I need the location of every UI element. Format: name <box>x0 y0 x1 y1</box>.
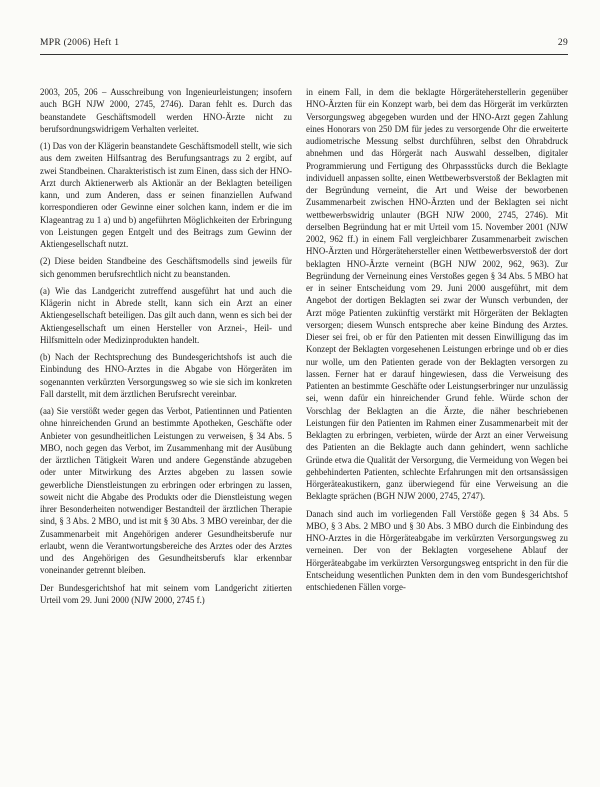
left-text-column <box>40 86 292 611</box>
paragraph: Danach sind auch im vorliegenden Fall Verstöße gegen § 34 Abs. 5 MBO, § 3 Abs. 2 MBO und § 30 Abs. 3 MBO durch die Einbindung des HNO-Arztes in die Hörgeräteabgabe im verkürzten Versorgungsweg zu verneinen. Der von der Beklagten vorgesehene Ablauf der Hörgeräteabgabe im verkürzten Versorgungsweg entspricht in den für die Entscheidung wesentlichen Punkten dem in den vom Bundesgerichtshof entschiedenen Fällen vorge- <box>306 508 568 592</box>
paragraph: (2) Diese beiden Standbeine des Geschäftsmodells sind jeweils für sich genommen berufsrechtlich nicht zu beanstanden. <box>40 256 292 279</box>
journal-citation: MPR (2006) Heft 1 <box>40 38 120 48</box>
paragraph: (aa) Sie verstößt weder gegen das Verbot, Patientinnen und Patienten ohne hinreichenden Grund an bestimmte Apotheken, Geschäfte oder Anbieter von gesundheitlichen Leistungen zu verweisen, § 34 Abs. 5 MBO, noch gegen das Verbot, im Zusammenhang mit der Ausübung der ärztlichen Tätigkeit Waren und andere Gegenstände abzugeben oder unter Mitwirkung des Arztes abgeben zu lassen sowie gewerbliche Dienstleistungen zu erbringen oder erbringen zu lassen, soweit nicht die Abgabe des Produkts oder die Dienstleistung wegen ihrer Besonderheiten notwendiger Bestandteil der ärztlichen Therapie sind, § 3 Abs. 2 MBO, und ist mit § 30 Abs. 3 MBO vereinbar, der die Zusammenarbeit mit Angehörigen anderer Gesundheitsberufe nur erlaubt, wenn die Verantwortungsbereiche des Arztes oder des Arztes und des Angehörigen des Gesundheitsberufs klar erkennbar voneinander getrennt bleiben. <box>40 406 292 576</box>
paragraph: in einem Fall, in dem die beklagte Hörgeräteherstellerin gegenüber HNO-Ärzten für ein Konzept warb, bei dem das Hörgerät im verkürzten Versorgungsweg abgegeben wurden und der HNO-Arzt gegen Zahlung eines Honorars von 250 DM für jedes zu versorgende Ohr die erweiterte audiometrische Messung selbst durchführen, selbst den Ohrabdruck abnehmen und das Hörgerät nach Auswahl desselben, digitaler Programmierung und Fertigung des Ohrpassstücks durch die Beklagte individuell anpassen sollte, einen Wettbewerbsverstoß der Beklagten mit der Begründung verneint, die Art und Weise der beworbenen Zusammenarbeit zwischen HNO-Ärzten und der Beklagten sei nicht wettbewerbswidrig unlauter (BGH NJW 2000, 2745, 2746). Mit derselben Begründung hat er mit Urteil vom 15. November 2001 (NJW 2002, 962 ff.) in einem Fall vergleichbarer Zusammenarbeit zwischen HNO-Ärzten und Hörgerätehersteller einen Wettbewerbsverstoß der dort beklagten HNO-Ärzte verneint (BGH NJW 2002, 962, 963). Zur Begründung der Verneinung eines Verstoßes gegen § 34 Abs. 5 MBO hat er in seiner Entscheidung vom 29. Juni 2000 ausgeführt, mit dem Angebot der dortigen Beklagten sei zwar der Wunsch verbunden, der Arzt möge Patienten zukünftig verstärkt mit Hörgeräten der Beklagten versorgen; diesem Wunsch entspreche aber keine Bindung des Arztes. Dieser sei frei, ob er für den Patienten mit dessen Einwilligung das im Konzept der Beklagten vorgesehenen Leistungen erbringe und ob er dies nur wolle, um den Patienten gerade von der Beklagten versorgen zu lassen. Ferner hat er darauf hingewiesen, dass die Verweisung des Patienten an bestimmte Geschäfte oder Leistungserbringer nur unzulässig sei, wenn dafür ein hinreichender Grund fehle. Würde schon der Vorschlag der Beklagten an die Ärzte, die näher beschriebenen Leistungen für den Patienten im Rahmen einer Zusammenarbeit mit der Beklagten zu erbringen, verbieten, würde der Arzt an einer Verweisung des Patienten an die Beklagte auch dann gehindert, wenn sachliche Gründe etwa die Qualität der Versorgung, die Vermeidung von Wegen bei gehbehinderten Patienten, schlechte Erfahrungen mit den ortsansässigen Hörgeräteakustikern, ganz überwiegend für eine Verweisung an die Beklagte sprächen (BGH NJW 2000, 2745, 2747). <box>306 87 568 502</box>
paragraph: (b) Nach der Rechtsprechung des Bundesgerichtshofs ist auch die Einbindung des HNO-Arztes in die Abgabe von Hörgeräten im sogenannten verkürzten Versorgungsweg so wie sie sich im konkreten Fall darstellt, mit dem ärztlichen Berufsrecht vereinbar. <box>40 352 292 399</box>
right-text-column <box>306 86 568 598</box>
paragraph: (1) Das von der Klägerin beanstandete Geschäftsmodell stellt, wie sich aus dem zweiten Hilfsantrag des Berufungsantrags zu 2 ergibt, auf zwei Standbeinen. Charakteristisch ist zum Einen, dass sich der HNO-Arzt durch Aktienerwerb als Aktionär an der Beklagten beteiligen kann, und zum Anderen, dass er seinen finanziellen Aufwand korrespondieren oder Gewinne einer solchen kann, indem er die im Klageantrag zu 1 a) und b) angeführten Möglichkeiten der Erbringung von Leistungen gegen Entgelt und des Beitrags zum Gewinn der Aktiengesellschaft nutzt. <box>40 141 292 249</box>
paragraph: Der Bundesgerichtshof hat mit seinem vom Landgericht zitierten Urteil vom 29. Juni 2000 (NJW 2000, 2745 f.) <box>40 582 292 605</box>
running-header <box>40 36 568 55</box>
paragraph: (a) Wie das Landgericht zutreffend ausgeführt hat und auch die Klägerin nicht in Abrede stellt, kann sich ein Arzt an einer Aktiengesellschaft beteiligen. Das gilt auch dann, wenn es sich bei der Aktiengesellschaft um einen Hersteller von Arznei-, Heil- und Hilfsmitteln oder Medizinprodukten handelt. <box>40 285 292 345</box>
page-number: 29 <box>557 38 568 48</box>
paragraph: 2003, 205, 206 – Ausschreibung von Ingenieurleistungen; insofern auch BGH NJW 2000, 2745, 2746). Daran fehlt es. Durch das beanstandete Geschäftsmodell werden HNO-Ärzte nicht zu berufsordnungswidrigem Verhalten verleitet. <box>40 87 292 134</box>
